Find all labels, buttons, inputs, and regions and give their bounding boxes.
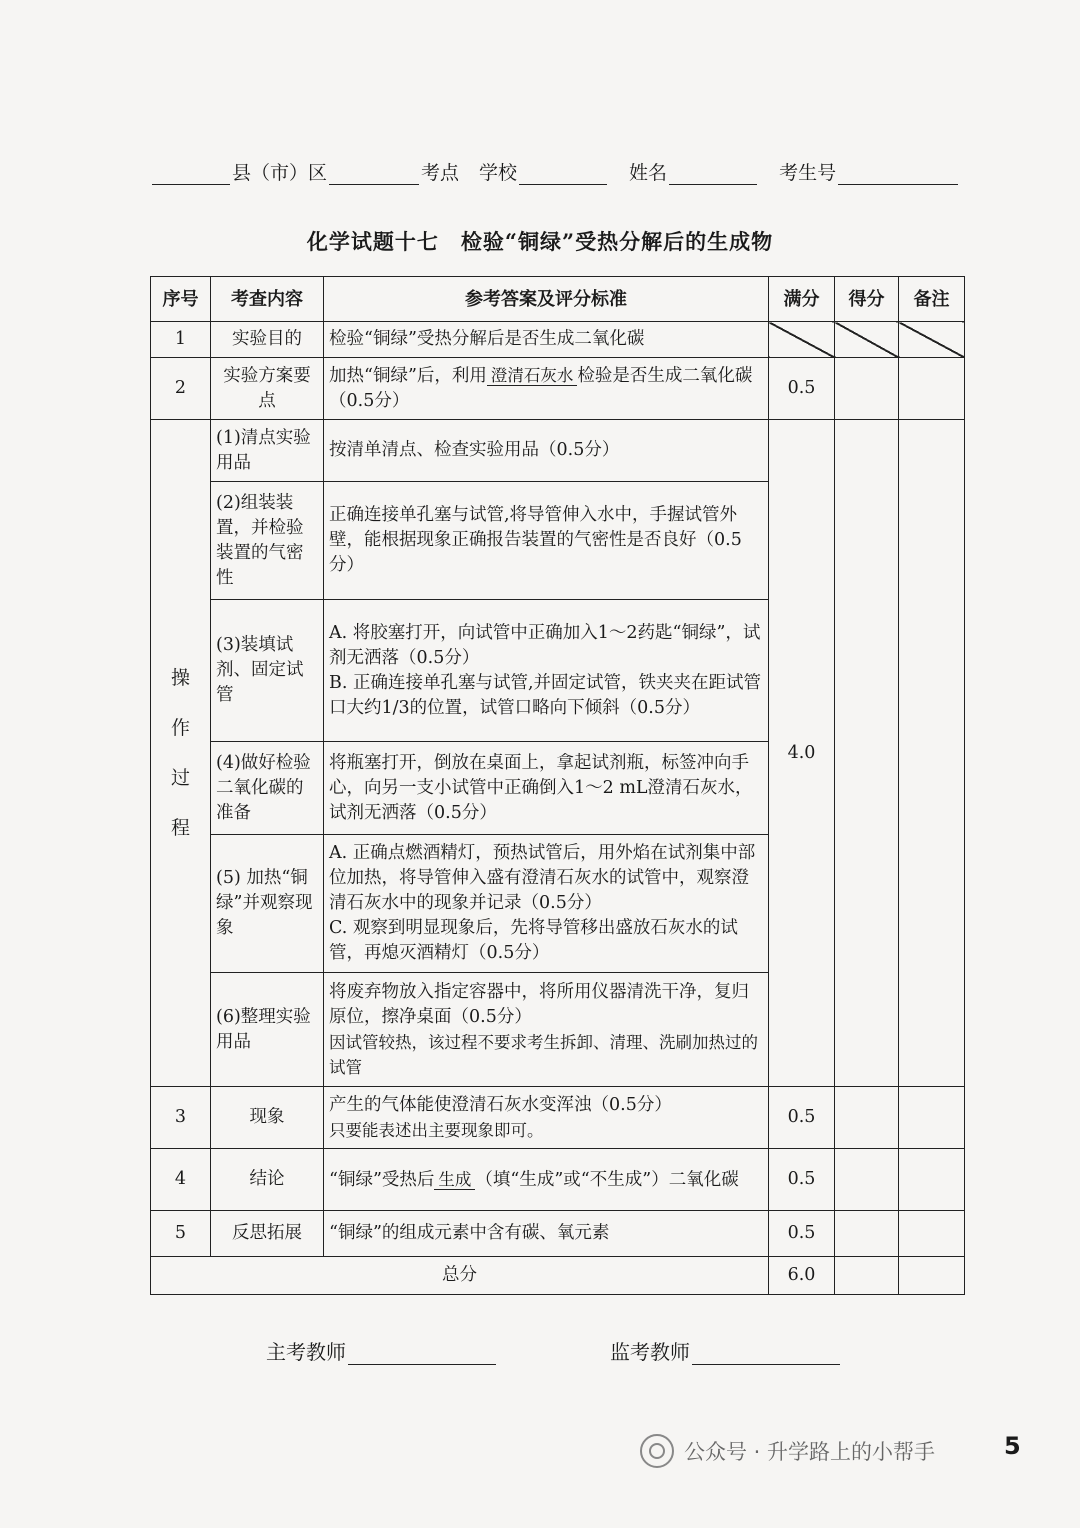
candidate-no-blank[interactable] [838,162,958,185]
score-cell[interactable] [835,1257,899,1295]
remark-cell[interactable] [899,420,965,1087]
wechat-icon [640,1434,674,1468]
row-item: 实验目的 [211,322,324,358]
step-answer: 按清单清点、检查实验用品（0.5分） [324,420,769,482]
row-answer: 产生的气体能使澄清石灰水变浑浊（0.5分） 只要能表述出主要现象即可。 [324,1087,769,1149]
table-row [151,1211,965,1257]
scoring-table [150,276,965,1295]
table-row [151,358,965,420]
total-row [151,1257,965,1295]
filled-answer: 生成 [434,1170,475,1190]
step-item: (3)装填试剂、固定试管 [211,600,324,742]
remark-cell[interactable] [899,1149,965,1211]
total-score: 6.0 [769,1257,835,1295]
step-item: (1)清点实验用品 [211,420,324,482]
row-item: 实验方案要点 [211,358,324,420]
row-answer: 检验“铜绿”受热分解后是否生成二氧化碳 [324,322,769,358]
watermark [640,1434,935,1468]
candidate-info-line [150,158,970,185]
remark-cell[interactable] [899,1257,965,1295]
row-score: 0.5 [769,1149,835,1211]
step-answer: 将废弃物放入指定容器中，将所用仪器清洗干净，复归原位，擦净桌面（0.5分） 因试管较热，该过程不要求考生拆卸、清理、洗刷加热过的试管 [324,973,769,1087]
handwritten-note: 只要能表述出主要现象即可。 [329,1120,544,1140]
chief-teacher-signature [266,1336,498,1365]
chief-teacher-label: 主考教师 [266,1340,346,1364]
operation-score: 4.0 [769,420,835,1087]
slashed-cell [769,322,835,358]
col-header-score: 得分 [835,277,899,322]
chief-teacher-blank[interactable] [348,1342,496,1365]
table-header-row [151,277,965,322]
exam-site-label: 考点 [421,162,460,184]
remark-cell[interactable] [899,1211,965,1257]
col-header-remark: 备注 [899,277,965,322]
step-item: (4)做好检验二氧化碳的准备 [211,742,324,835]
district-blank[interactable] [329,162,419,185]
name-label: 姓名 [629,162,668,184]
row-item: 结论 [211,1149,324,1211]
col-header-no: 序号 [151,277,211,322]
row-no: 2 [151,358,211,420]
remark-cell[interactable] [899,358,965,420]
row-answer: “铜绿”的组成元素中含有碳、氧元素 [324,1211,769,1257]
col-header-item: 考查内容 [211,277,324,322]
row-no: 3 [151,1087,211,1149]
page-number: 5 [1004,1432,1021,1460]
col-header-full-score: 满分 [769,277,835,322]
watermark-text: 公众号 · 升学路上的小帮手 [684,1440,936,1464]
step-answer: A. 将胶塞打开，向试管中正确加入1～2药匙“铜绿”，试剂无洒落（0.5分） B. 正确连接单孔塞与试管,并固定试管，铁夹夹在距试管口大约1/3的位置，试管口略向下倾斜（0.5分） [324,600,769,742]
slashed-cell [835,322,899,358]
county-label: 县（市）区 [232,162,328,184]
total-label: 总分 [151,1257,769,1295]
school-blank[interactable] [519,162,607,185]
school-label: 学校 [479,162,518,184]
row-item: 现象 [211,1087,324,1149]
table-row [151,1149,965,1211]
proctor-blank[interactable] [692,1342,840,1365]
row-score: 0.5 [769,358,835,420]
row-score: 0.5 [769,1087,835,1149]
row-no: 1 [151,322,211,358]
score-cell[interactable] [835,1149,899,1211]
step-item: (6)整理实验用品 [211,973,324,1087]
row-item: 反思拓展 [211,1211,324,1257]
step-answer: 将瓶塞打开，倒放在桌面上，拿起试剂瓶，标签冲向手心，向另一支小试管中正确倒入1～2 mL澄清石灰水，试剂无洒落（0.5分） [324,742,769,835]
page-title: 化学试题十七 检验“铜绿”受热分解后的生成物 [306,229,774,254]
slashed-cell [899,322,965,358]
proctor-label: 监考教师 [610,1340,690,1364]
row-score: 0.5 [769,1211,835,1257]
step-answer: A. 正确点燃酒精灯，预热试管后，用外焰在试剂集中部位加热，将导管伸入盛有澄清石灰水的试管中，观察澄清石灰水中的现象并记录（0.5分） C. 观察到明显现象后，先将导管移出盛放石灰水的试管，再熄灭酒精灯（0.5分） [324,835,769,973]
score-cell[interactable] [835,358,899,420]
candidate-no-label: 考生号 [779,162,837,184]
score-cell[interactable] [835,420,899,1087]
handwritten-note: 因试管较热，该过程不要求考生拆卸、清理、洗刷加热过的试管 [329,1032,758,1077]
step-answer: 正确连接单孔塞与试管,将导管伸入水中，手握试管外壁，能根据现象正确报告装置的气密性是否良好（0.5分） [324,482,769,600]
county-blank[interactable] [152,162,230,185]
table-row [151,322,965,358]
step-item: (5) 加热“铜绿”并观察现象 [211,835,324,973]
table-row [151,420,965,482]
score-cell[interactable] [835,1087,899,1149]
score-cell[interactable] [835,1211,899,1257]
row-answer: 加热“铜绿”后，利用 澄清石灰水 检验是否生成二氧化碳（0.5分） [324,358,769,420]
remark-cell[interactable] [899,1087,965,1149]
step-item: (2)组装装置，并检验装置的气密性 [211,482,324,600]
proctor-signature [610,1336,842,1365]
row-answer: “铜绿”受热后 生成 （填“生成”或“不生成”）二氧化碳 [324,1149,769,1211]
row-no: 4 [151,1149,211,1211]
name-blank[interactable] [669,162,757,185]
operation-process-label: 操 作 过 程 [151,420,211,1087]
col-header-answer: 参考答案及评分标准 [324,277,769,322]
filled-answer: 澄清石灰水 [487,366,578,386]
row-no: 5 [151,1211,211,1257]
table-row [151,1087,965,1149]
